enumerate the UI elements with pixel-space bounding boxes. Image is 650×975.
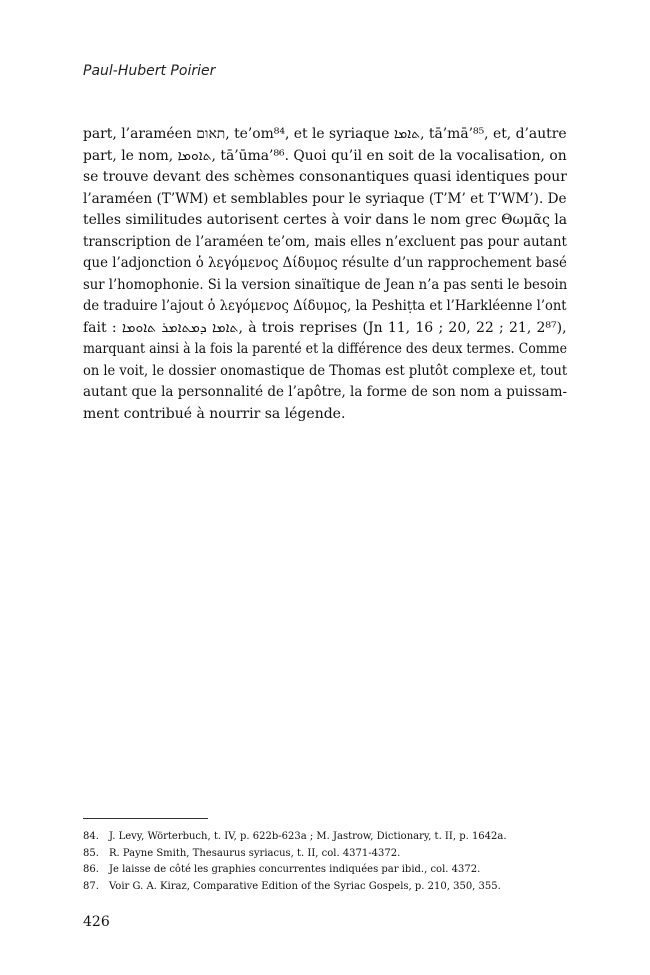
footnote xyxy=(83,846,567,863)
body-text xyxy=(83,124,567,425)
body-line: fait : ܬܐܡܐ ܕܡܬܐܡܪ ܬܐܘܡܐ, à trois reprises (Jn 11, 16 ; 20, 22 ; 21, 2⁸⁷), xyxy=(83,319,567,336)
footnote-number: 84. xyxy=(83,831,99,842)
body-line: de traduire l’ajout ὁ λεγόμενος Δίδυμος, la Peshiṭta et l’Harkléenne l’ont xyxy=(83,298,567,314)
body-line: part, le nom, ܬܐܘܡܐ, tā’ūma’⁸⁶. Quoi qu’il en soit de la vocalisation, on xyxy=(83,147,567,164)
footnote-number: 86. xyxy=(83,864,99,875)
body-line: se trouve devant des schèmes consonantiques quasi identiques pour xyxy=(83,169,567,185)
footnote xyxy=(83,829,567,846)
footnote-number: 85. xyxy=(83,847,99,859)
body-line: on le voit, le dossier onomastique de Thomas est plutôt complexe et, tout xyxy=(83,362,568,379)
body-line: sur l’homophonie. Si la version sinaïtique de Jean n’a pas senti le besoin xyxy=(83,276,568,293)
footnote-divider xyxy=(83,818,208,819)
footnote-text: Je laisse de côté les graphies concurrentes indiquées par ibid., col. 4372. xyxy=(109,864,481,875)
footnote-text: J. Levy, Wörterbuch, t. IV, p. 622b-623a ; M. Jastrow, Dictionary, t. II, p. 1642a. xyxy=(109,831,507,842)
body-line: l’araméen (T’WM) et semblables pour le syriaque (T’M’ et T’WM’). De xyxy=(83,190,567,207)
body-line: marquant ainsi à la fois la parenté et la différence des deux termes. Comme xyxy=(83,341,568,357)
body-line: transcription de l’araméen te’om, mais elles n’excluent pas pour autant xyxy=(83,233,567,250)
footnotes xyxy=(83,829,567,895)
footnote-text: R. Payne Smith, Thesaurus syriacus, t. II, col. 4371-4372. xyxy=(109,847,401,859)
footnote-number: 87. xyxy=(83,880,99,892)
footnote xyxy=(83,862,567,879)
body-line: que l’adjonction ὁ λεγόμενος Δίδυμος résulte d’un rapprochement basé xyxy=(83,255,567,271)
running-head: Paul-Hubert Poirier xyxy=(83,63,216,79)
footnote-text: Voir G. A. Kiraz, Comparative Edition of the Syriac Gospels, p. 210, 350, 355. xyxy=(109,880,501,892)
body-line: part, l’araméen תאום, te’om⁸⁴, et le syriaque ܬܐܡܐ, tā’mā’⁸⁵, et, d’autre xyxy=(83,126,567,142)
footnote xyxy=(83,879,567,896)
body-line: ment contribué à nourrir sa légende. xyxy=(83,405,346,422)
body-line: autant que la personnalité de l’apôtre, la forme de son nom a puissam- xyxy=(83,384,568,400)
page-number: 426 xyxy=(83,914,110,930)
body-line: telles similitudes autorisent certes à voir dans le nom grec Θωμᾶς la xyxy=(83,212,568,228)
